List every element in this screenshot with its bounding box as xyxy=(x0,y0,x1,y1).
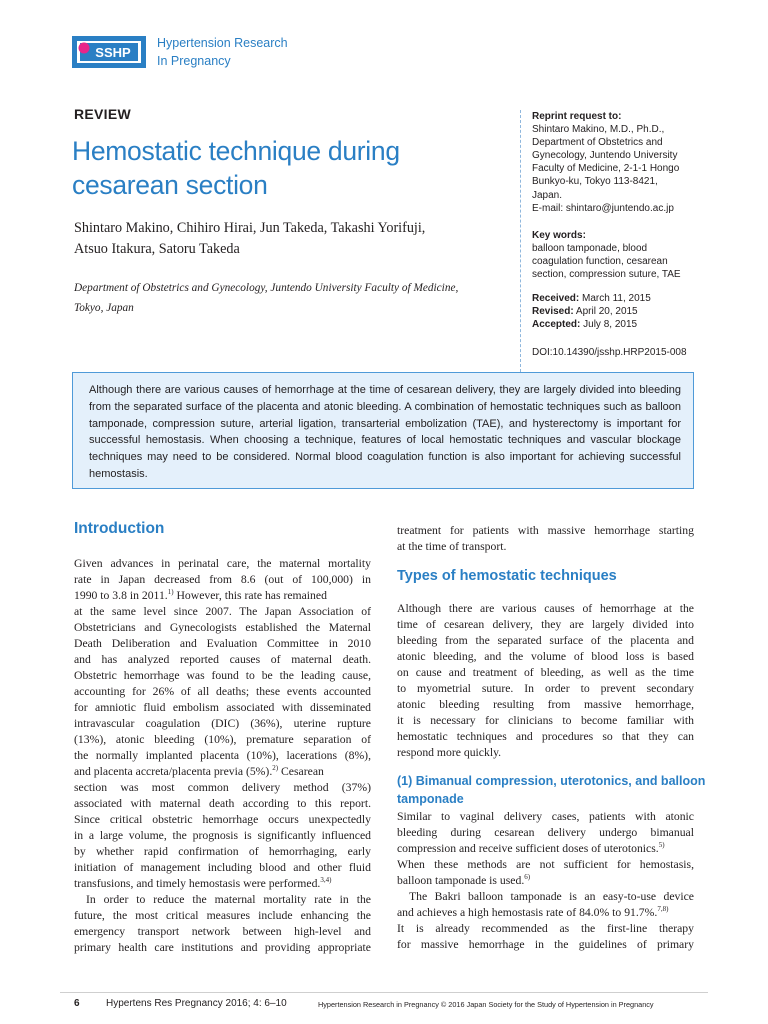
keywords-heading: Key words: xyxy=(532,230,586,241)
subsection-heading-line1: (1) Bimanual compression, uterotonics, and balloon xyxy=(397,774,706,788)
page-number: 6 xyxy=(74,998,80,1009)
metadata-divider xyxy=(520,110,521,372)
body-line: and achieves a high hemostasis rate of 84.0% to 91.7%.$^{7,8)}$ xyxy=(397,905,669,919)
article-type-label: REVIEW xyxy=(74,106,132,122)
authors-line1: Shintaro Makino, Chihiro Hirai, Jun Takeda, Takashi Yorifuji, xyxy=(74,220,426,236)
keywords-line: section, compression suture, TAE xyxy=(532,269,681,281)
body-line: it is necessary for clinicians to become familiar with xyxy=(397,714,694,727)
body-line: The Bakri balloon tamponade is an easy-to-use device xyxy=(409,890,694,903)
body-line: hemostatic techniques and procedures so that they can xyxy=(397,730,694,743)
body-line: atonic bleeding, and the volume of blood loss is based xyxy=(397,650,694,663)
body-line: Obstetricians and Gynecologists established the Maternal xyxy=(74,621,371,634)
body-line: the normally implanted placenta (10%), lacerations (8%), xyxy=(74,749,371,762)
footer-divider xyxy=(60,992,708,993)
body-line: When these methods are not sufficient for hemostasis, xyxy=(397,858,694,871)
affiliation-line2: Tokyo, Japan xyxy=(74,302,134,314)
keywords-line: balloon tamponade, blood xyxy=(532,243,648,255)
types-heading: Types of hemostatic techniques xyxy=(397,568,617,584)
subsection-heading-line2: tamponade xyxy=(397,792,464,806)
footer-citation: Hypertens Res Pregnancy 2016; 4: 6–10 xyxy=(106,998,287,1009)
authors-line2: Atsuo Itakura, Satoru Takeda xyxy=(74,241,240,257)
abstract-text: Although there are various causes of hemorrhage at the time of cesarean delivery, they are largely divided into bleeding from the separated surface of the placenta and atonic bleeding. A combination of hemostatic techniques such as balloon tamponade, compression suture, arterial ligation, transarterial embolization (TAE), and hysterectomy is important for successful hemostasis. When choosing a technique, features of local hemostatic techniques and vascular blockage techniques may need to be considered. Normal blood coagulation function is also important for achieving successful hemostasis. xyxy=(89,384,681,480)
body-line: and has analyzed reported causes of maternal death. xyxy=(74,653,371,666)
reprint-line: Shintaro Makino, M.D., Ph.D., xyxy=(532,124,665,136)
reprint-heading: Reprint request to: xyxy=(532,111,622,122)
body-line: section was most common delivery method (37%) xyxy=(74,781,371,794)
body-line: bleeding from the separated surface of the placenta and xyxy=(397,634,694,647)
body-line: Death Deliberation and Evaluation Committee in 2010 xyxy=(74,637,371,650)
body-line: on cause and treatment of bleeding, as well as the time xyxy=(397,666,694,679)
reprint-line: Japan. xyxy=(532,189,563,201)
body-line: bleeding during cesarean delivery undergo bimanual xyxy=(397,826,694,839)
body-line: time of cesarean delivery, they are largely divided into xyxy=(397,618,694,631)
body-line: Given advances in perinatal care, the maternal mortality xyxy=(74,557,371,570)
body-line: for massive hemorrhage in the guidelines of primary xyxy=(397,938,694,951)
keywords xyxy=(532,229,712,281)
reprint-request xyxy=(532,110,712,215)
body-line: for amniotic fluid embolism associated with disseminated xyxy=(74,701,371,714)
citation-superscript[interactable]: 2) xyxy=(272,764,279,772)
affiliation-line1: Department of Obstetrics and Gynecology, Juntendo University Faculty of Medicine, xyxy=(74,282,459,294)
body-line: (13%), atonic bleeding (10%), premature separation of xyxy=(74,733,371,746)
body-line: respond more quickly. xyxy=(397,746,502,759)
citation-superscript[interactable]: 5) xyxy=(658,841,665,849)
body-line: at the same level since 2007. The Japan Association of xyxy=(74,605,371,618)
body-line: associated with maternal death according to this report. xyxy=(74,797,371,810)
body-line: primary health care institutions and providing appropriate xyxy=(74,941,371,954)
body-line: rate in Japan decreased from 8.6 (out of 100,000) in xyxy=(74,573,371,586)
received-date: March 11, 2015 xyxy=(579,293,651,304)
body-line: Although there are various causes of hemorrhage at the xyxy=(397,602,694,615)
body-line: 1990 to 3.8 in 2011.$^{1)}$ However, this rate has remained xyxy=(74,588,327,602)
doi[interactable]: DOI:10.14390/jsshp.HRP2015-008 xyxy=(532,347,687,358)
reprint-line: Bunkyo-ku, Tokyo 113-8421, xyxy=(532,176,658,188)
keywords-line: coagulation function, cesarean xyxy=(532,256,668,268)
article-title-line1: Hemostatic technique during xyxy=(72,136,400,166)
citation-superscript[interactable]: 3,4) xyxy=(320,876,332,884)
body-line: Since critical obstetric hemorrhage occurs unexpectedly xyxy=(74,813,371,826)
body-line: In order to reduce the maternal mortality rate in the xyxy=(86,893,371,906)
citation-superscript[interactable]: 1) xyxy=(167,588,174,596)
body-line: balloon tamponade is used.$^{6)}$ xyxy=(397,873,531,887)
body-line: atonic bleeding resulting from massive hemorrhage, xyxy=(397,698,694,711)
introduction-heading: Introduction xyxy=(74,520,165,537)
history-dates xyxy=(532,292,712,331)
body-line: initiation of management including blood and other fluid xyxy=(74,861,371,874)
body-line: in a large volume, the prognosis is significantly influenced xyxy=(74,829,371,842)
accepted-date: July 8, 2015 xyxy=(580,319,638,331)
reprint-line: Gynecology, Juntendo University xyxy=(532,150,678,162)
body-line: to myometrial suture. In order to prevent secondary xyxy=(397,682,694,695)
sshp-logo xyxy=(72,34,146,70)
body-line: emergency transport network between high-level and xyxy=(74,925,371,938)
body-line: future, the most critical measures include enhancing the xyxy=(74,909,371,922)
accepted-label: Accepted: xyxy=(532,319,581,331)
article-title-line2: cesarean section xyxy=(72,170,268,200)
received-label: Received: xyxy=(532,293,580,304)
revised-label: Revised: xyxy=(532,306,574,318)
body-line: It is already recommended as the first-line therapy xyxy=(397,922,694,935)
body-line: intravascular coagulation (DIC) (36%), uterine rupture xyxy=(74,717,371,730)
reprint-email: E-mail: shintaro@juntendo.ac.jp xyxy=(532,202,674,214)
body-line: compression and receive sufficient doses of uterotonics.$^{5)}$ xyxy=(397,841,665,855)
body-line: by whether rapid confirmation of hemorrhaging, early xyxy=(74,845,371,858)
body-line: Similar to vaginal delivery cases, patients with atonic xyxy=(397,810,694,823)
reprint-line: Department of Obstetrics and xyxy=(532,137,663,149)
body-line: accounting for 26% of all deaths; these events accounted xyxy=(74,685,371,698)
citation-superscript[interactable]: 7,8) xyxy=(657,905,669,913)
body-line: transfusions, and timely hemostasis were performed.$^{3,4)}$ xyxy=(74,876,332,890)
footer-copyright: Hypertension Research in Pregnancy © 2016 Japan Society for the Study of Hypertension in Pregnancy xyxy=(318,1000,654,1009)
body-line: at the time of transport. xyxy=(397,540,507,553)
body-line: treatment for patients with massive hemorrhage starting xyxy=(397,524,694,537)
body-line: and placenta accreta/placenta previa (5%).$^{2)}$ Cesarean xyxy=(74,764,324,778)
body-line: Obstetric hemorrhage was found to be the leading cause, xyxy=(74,669,371,682)
journal-name-line2: In Pregnancy xyxy=(157,54,231,68)
logo-text: SSHP xyxy=(95,45,131,60)
abstract-box xyxy=(72,372,694,489)
reprint-line: Faculty of Medicine, 2-1-1 Hongo xyxy=(532,163,680,175)
journal-name-line1: Hypertension Research xyxy=(157,36,288,50)
revised-date: April 20, 2015 xyxy=(573,306,638,318)
citation-superscript[interactable]: 6) xyxy=(524,873,531,881)
